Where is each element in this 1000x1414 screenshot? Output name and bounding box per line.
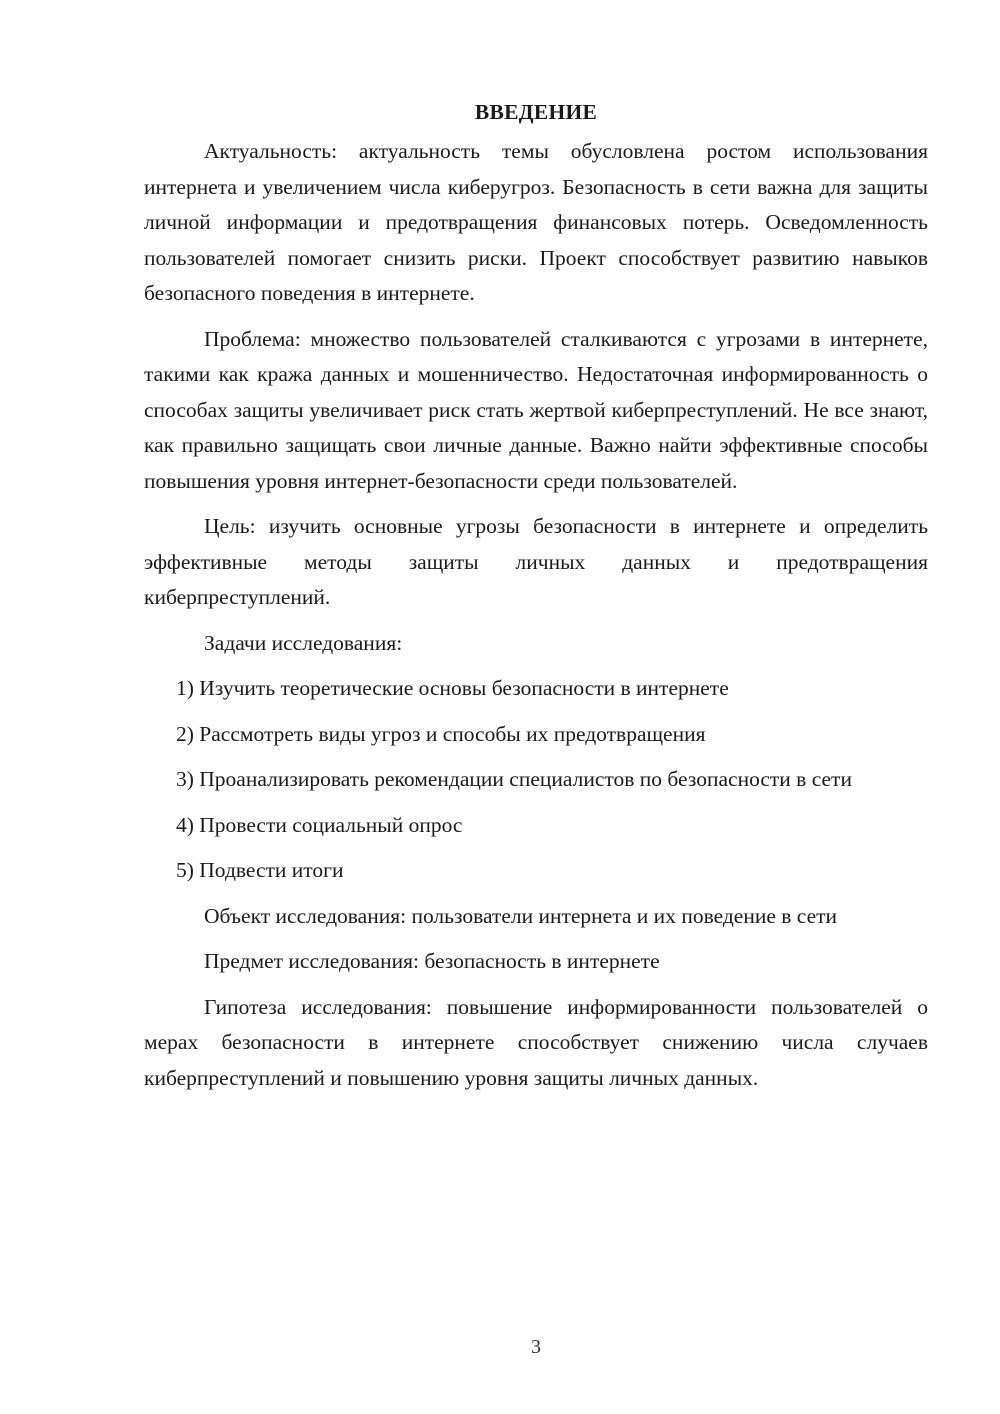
page-title: ВВЕДЕНИЕ (474, 100, 598, 124)
paragraph-object: Объект исследования: пользователи интернета и их поведение в сети (204, 903, 838, 928)
paragraph-hypothesis: Гипотеза исследования: повышение информированности пользователей о мерах безопасности в интернете способствует снижению числа случаев киберпреступлений и повышению уровня защиты личных данных. (144, 994, 928, 1090)
paragraph-problem: Проблема: множество пользователей сталкиваются с угрозами в интернете, такими как кража данных и мошенничество. Недостаточная информированность о способах защиты увеличивает риск стать жертвой киберпреступлений. Не все знают, как правильно защищать свои личные данные. Важно найти эффективные способы повышения уровня интернет-безопасности среди пользователей. (144, 326, 928, 493)
task-item-2: 2) Рассмотреть виды угроз и способы их предотвращения (176, 721, 706, 746)
paragraph-goal: Цель: изучить основные угрозы безопасности в интернете и определить эффективные методы защиты личных данных и предотвращения киберпреступлений. (144, 514, 928, 609)
paragraph-tasks-heading: Задачи исследования: (204, 630, 403, 655)
paragraph-relevance: Актуальность: актуальность темы обусловлена ростом использования интернета и увеличением числа киберугроз. Безопасность в сети важна для защиты личной информации и предотвращения финансовых потерь. Осведомленность пользователей помогает снизить риски. Проект способствует развитию навыков безопасного поведения в интернете. (144, 139, 928, 305)
task-item-1: 1) Изучить теоретические основы безопасности в интернете (176, 676, 729, 700)
document-body (144, 90, 928, 1096)
page-number: 3 (531, 1336, 541, 1358)
paragraph-subject: Предмет исследования: безопасность в интернете (204, 949, 660, 973)
task-item-4: 4) Провести социальный опрос (176, 812, 463, 837)
task-item-5: 5) Подвести итоги (176, 858, 344, 882)
task-item-3: 3) Проанализировать рекомендации специалистов по безопасности в сети (176, 767, 852, 791)
